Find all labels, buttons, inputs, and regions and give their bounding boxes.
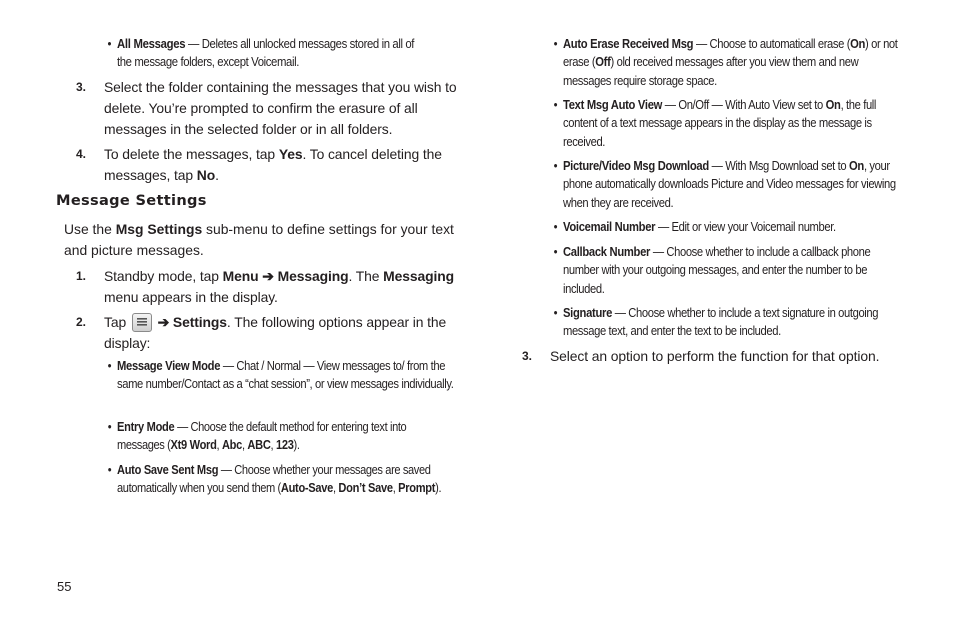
step-2-settings: 2. Tap ➔ Settings. The following options appear in the display: bbox=[76, 314, 447, 351]
bullet-auto-save-sent-msg: • Auto Save Sent Msg — Choose whether your messages are saved automatically when you send them (Auto-Save, Don’t Save, Prompt). bbox=[107, 462, 442, 496]
step-number: 1. bbox=[76, 269, 86, 283]
bullet-dot: • bbox=[107, 358, 112, 373]
bullet-signature: • Signature — Choose whether to include a text signature in outgoing message text, and enter the text to be included. bbox=[553, 305, 879, 339]
bullet-dot: • bbox=[107, 419, 112, 434]
bullet-picture-video-msg-download: • Picture/Video Msg Download — With Msg Download set to On, your phone automatically downloads Picture and Video messages for viewing when they are received. bbox=[553, 158, 896, 210]
bullet-label: Auto Erase Received Msg bbox=[563, 36, 694, 51]
step-number: 4. bbox=[76, 147, 86, 161]
intro-paragraph: Use the Msg Settings sub-menu to define settings for your text and picture messages. bbox=[64, 221, 454, 258]
page-number: 55 bbox=[57, 579, 72, 594]
bullet-dot: • bbox=[107, 462, 112, 477]
step-4-delete: 4. To delete the messages, tap Yes. To cancel deleting the messages, tap No. bbox=[76, 146, 442, 183]
step-number: 3. bbox=[76, 80, 86, 94]
messaging-term: Messaging bbox=[383, 268, 455, 284]
messaging-term: Messaging bbox=[277, 268, 349, 284]
bullet-auto-erase-received-msg: • Auto Erase Received Msg — Choose to automaticall erase (On) or not erase (Off) old received messages after you view them and new messages require storage space. bbox=[553, 36, 898, 88]
yes-option: Yes bbox=[278, 146, 303, 162]
bullet-label: All Messages bbox=[117, 36, 186, 51]
step-number: 3. bbox=[522, 349, 532, 363]
step-3-select-option: 3. Select an option to perform the function for that option. bbox=[550, 346, 920, 367]
bullet-entry-mode: • Entry Mode — Choose the default method for entering text into messages (Xt9 Word, Abc, ABC, 123). bbox=[107, 419, 407, 453]
bullet-dot: • bbox=[553, 219, 558, 234]
step-1-open-messaging: 1. Standby mode, tap Menu ➔ Messaging. The Messaging menu appears in the display. bbox=[76, 268, 455, 305]
menu-term: Menu bbox=[222, 268, 259, 284]
bullet-callback-number: • Callback Number — Choose whether to include a callback phone number with your outgoing messages, and enter the number to be included. bbox=[553, 244, 871, 296]
bullet-label: Entry Mode bbox=[117, 419, 175, 434]
bullet-label: Auto Save Sent Msg bbox=[117, 462, 219, 477]
bullet-message-view-mode: • Message View Mode — Chat / Normal — View messages to/ from the same number/Contact as a “chat session”, or view messages individually. bbox=[107, 358, 454, 392]
bullet-label: Picture/Video Msg Download bbox=[563, 158, 709, 173]
bullet-dot: • bbox=[553, 158, 558, 173]
bullet-label: Text Msg Auto View bbox=[563, 97, 663, 112]
arrow: ➔ bbox=[153, 314, 173, 330]
step-3-select-folder: 3. Select the folder containing the messages that you wish to delete. You’re prompted to confirm the erasure of all messages in the selected folder or in all folders. bbox=[76, 79, 457, 137]
no-option: No bbox=[196, 167, 216, 183]
section-heading: Message Settings bbox=[56, 192, 207, 209]
step-number: 2. bbox=[76, 315, 86, 329]
bullet-label: Signature bbox=[563, 305, 613, 320]
bullet-dot: • bbox=[107, 36, 112, 51]
bullet-label: Callback Number bbox=[563, 244, 651, 259]
bullet-voicemail-number: • Voicemail Number — Edit or view your Voicemail number. bbox=[563, 218, 906, 236]
bullet-text-msg-auto-view: • Text Msg Auto View — On/Off — With Auto View set to On, the full content of a text message appears in the display as the message is received. bbox=[553, 97, 877, 149]
arrow: ➔ bbox=[258, 268, 278, 284]
menu-list-icon bbox=[132, 313, 152, 332]
bullet-dot: • bbox=[553, 244, 558, 259]
bullet-label: Message View Mode bbox=[117, 358, 221, 373]
bullet-all-messages: • All Messages — Deletes all unlocked messages stored in all of the message folders, except Voicemail. bbox=[107, 36, 415, 70]
bullet-dot: • bbox=[553, 305, 558, 320]
bullet-dot: • bbox=[553, 97, 558, 112]
settings-term: Settings bbox=[172, 314, 227, 330]
msg-settings-term: Msg Settings bbox=[115, 221, 203, 237]
bullet-label: Voicemail Number bbox=[563, 219, 656, 234]
bullet-dot: • bbox=[553, 36, 558, 51]
